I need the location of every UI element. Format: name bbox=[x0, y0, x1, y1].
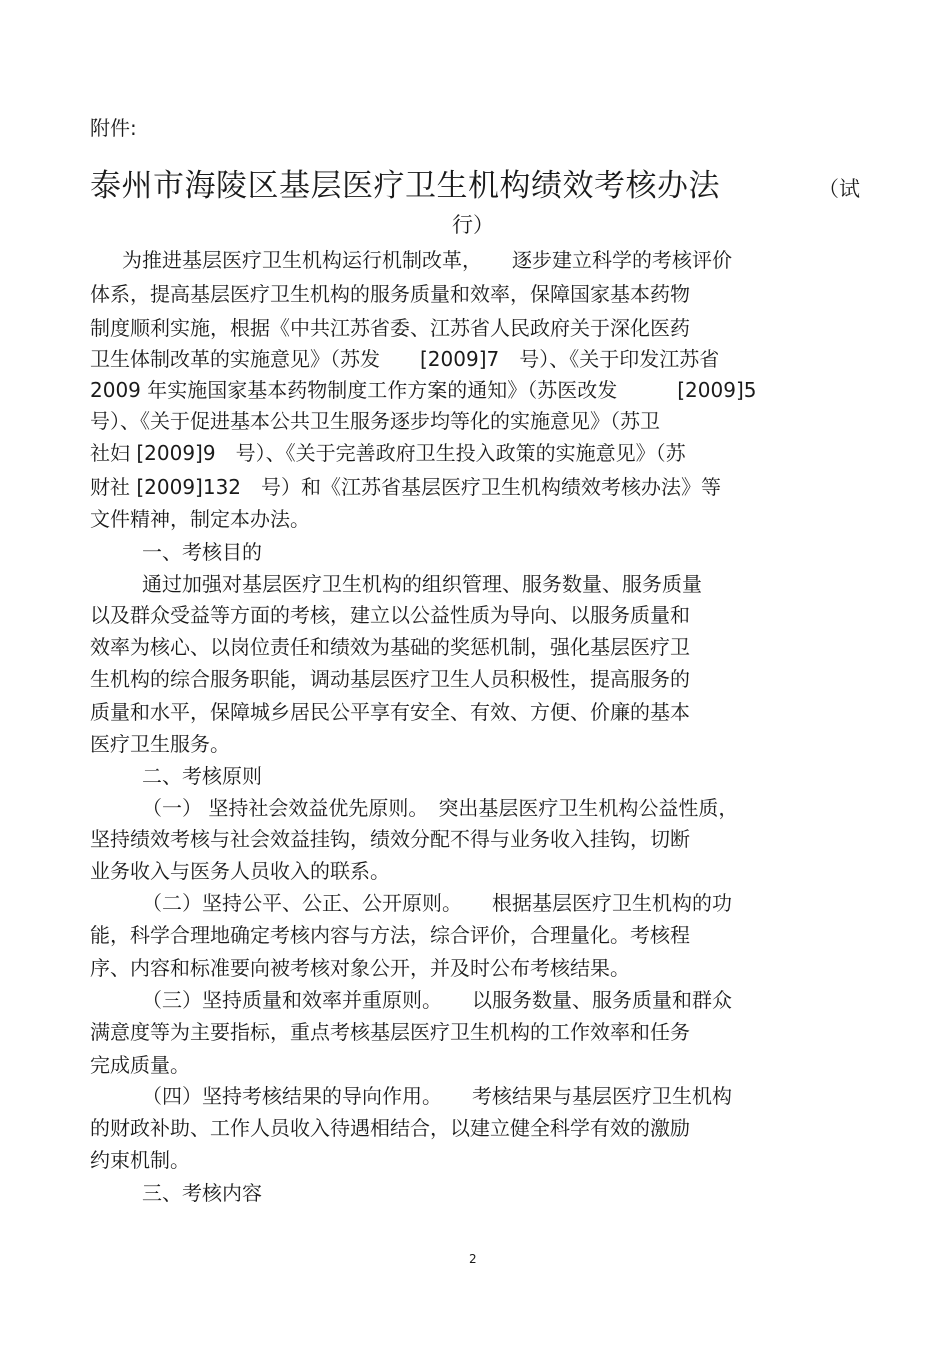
section-heading: 三、考核内容 bbox=[142, 1181, 262, 1205]
attachment-label: 附件: bbox=[90, 116, 137, 140]
body-line: 以及群众受益等方面的考核，建立以公益性质为导向、以服务质量和 bbox=[90, 603, 690, 627]
body-line: 制度顺利实施，根据《中共江苏省委、江苏省人民政府关于深化医药 bbox=[90, 316, 690, 340]
body-line: 医疗卫生服务。 bbox=[90, 732, 230, 756]
body-line: 财社 [2009]132 号）和《江苏省基层医疗卫生机构绩效考核办法》等 bbox=[90, 475, 722, 499]
page-number: 2 bbox=[469, 1252, 477, 1266]
body-line: 满意度等为主要指标，重点考核基层医疗卫生机构的工作效率和任务 bbox=[90, 1020, 690, 1044]
body-line: 质量和水平，保障城乡居民公平享有安全、有效、方便、价廉的基本 bbox=[90, 700, 690, 724]
body-line: 的财政补助、工作人员收入待遇相结合，以建立健全科学有效的激励 bbox=[90, 1116, 690, 1140]
body-line: 业务收入与医务人员收入的联系。 bbox=[90, 859, 390, 883]
document-title-suffix-1: （试 bbox=[818, 177, 860, 201]
body-line: 号）、《关于促进基本公共卫生服务逐步均等化的实施意见》（苏卫 bbox=[90, 409, 660, 433]
body-line: 通过加强对基层医疗卫生机构的组织管理、服务数量、服务质量 bbox=[142, 572, 702, 596]
body-line: （一） 坚持社会效益优先原则。 突出基层医疗卫生机构公益性质， bbox=[142, 796, 739, 820]
body-line: 文件精神，制定本办法。 bbox=[90, 507, 310, 531]
body-line: 体系，提高基层医疗卫生机构的服务质量和效率，保障国家基本药物 bbox=[90, 282, 690, 306]
body-line: （四）坚持考核结果的导向作用。 考核结果与基层医疗卫生机构 bbox=[142, 1084, 732, 1108]
document-title-suffix-2: 行） bbox=[452, 213, 494, 237]
body-line: 完成质量。 bbox=[90, 1053, 190, 1077]
body-line: 约束机制。 bbox=[90, 1148, 190, 1172]
body-line: 为推进基层医疗卫生机构运行机制改革， 逐步建立科学的考核评价 bbox=[122, 248, 732, 272]
body-line: 生机构的综合服务职能，调动基层医疗卫生人员积极性，提高服务的 bbox=[90, 667, 690, 691]
section-heading: 二、考核原则 bbox=[142, 764, 262, 788]
body-line: （三）坚持质量和效率并重原则。 以服务数量、服务质量和群众 bbox=[142, 988, 732, 1012]
body-line: 能，科学合理地确定考核内容与方法，综合评价，合理量化。考核程 bbox=[90, 923, 690, 947]
section-heading: 一、考核目的 bbox=[142, 540, 262, 564]
body-line: 社妇 [2009]9 号）、《关于完善政府卫生投入政策的实施意见》（苏 bbox=[90, 441, 686, 465]
body-line: （二）坚持公平、公正、公开原则。 根据基层医疗卫生机构的功 bbox=[142, 891, 732, 915]
document-title: 泰州市海陵区基层医疗卫生机构绩效考核办法 bbox=[90, 168, 720, 204]
body-line: 2009 年实施国家基本药物制度工作方案的通知》（苏医改发 [2009]5 bbox=[90, 378, 757, 402]
body-line: 卫生体制改革的实施意见》（苏发 [2009]7 号）、《关于印发江苏省 bbox=[90, 347, 720, 371]
body-line: 序、内容和标准要向被考核对象公开，并及时公布考核结果。 bbox=[90, 956, 630, 980]
body-line: 效率为核心、以岗位责任和绩效为基础的奖惩机制，强化基层医疗卫 bbox=[90, 635, 690, 659]
body-line: 坚持绩效考核与社会效益挂钩，绩效分配不得与业务收入挂钩，切断 bbox=[90, 827, 690, 851]
